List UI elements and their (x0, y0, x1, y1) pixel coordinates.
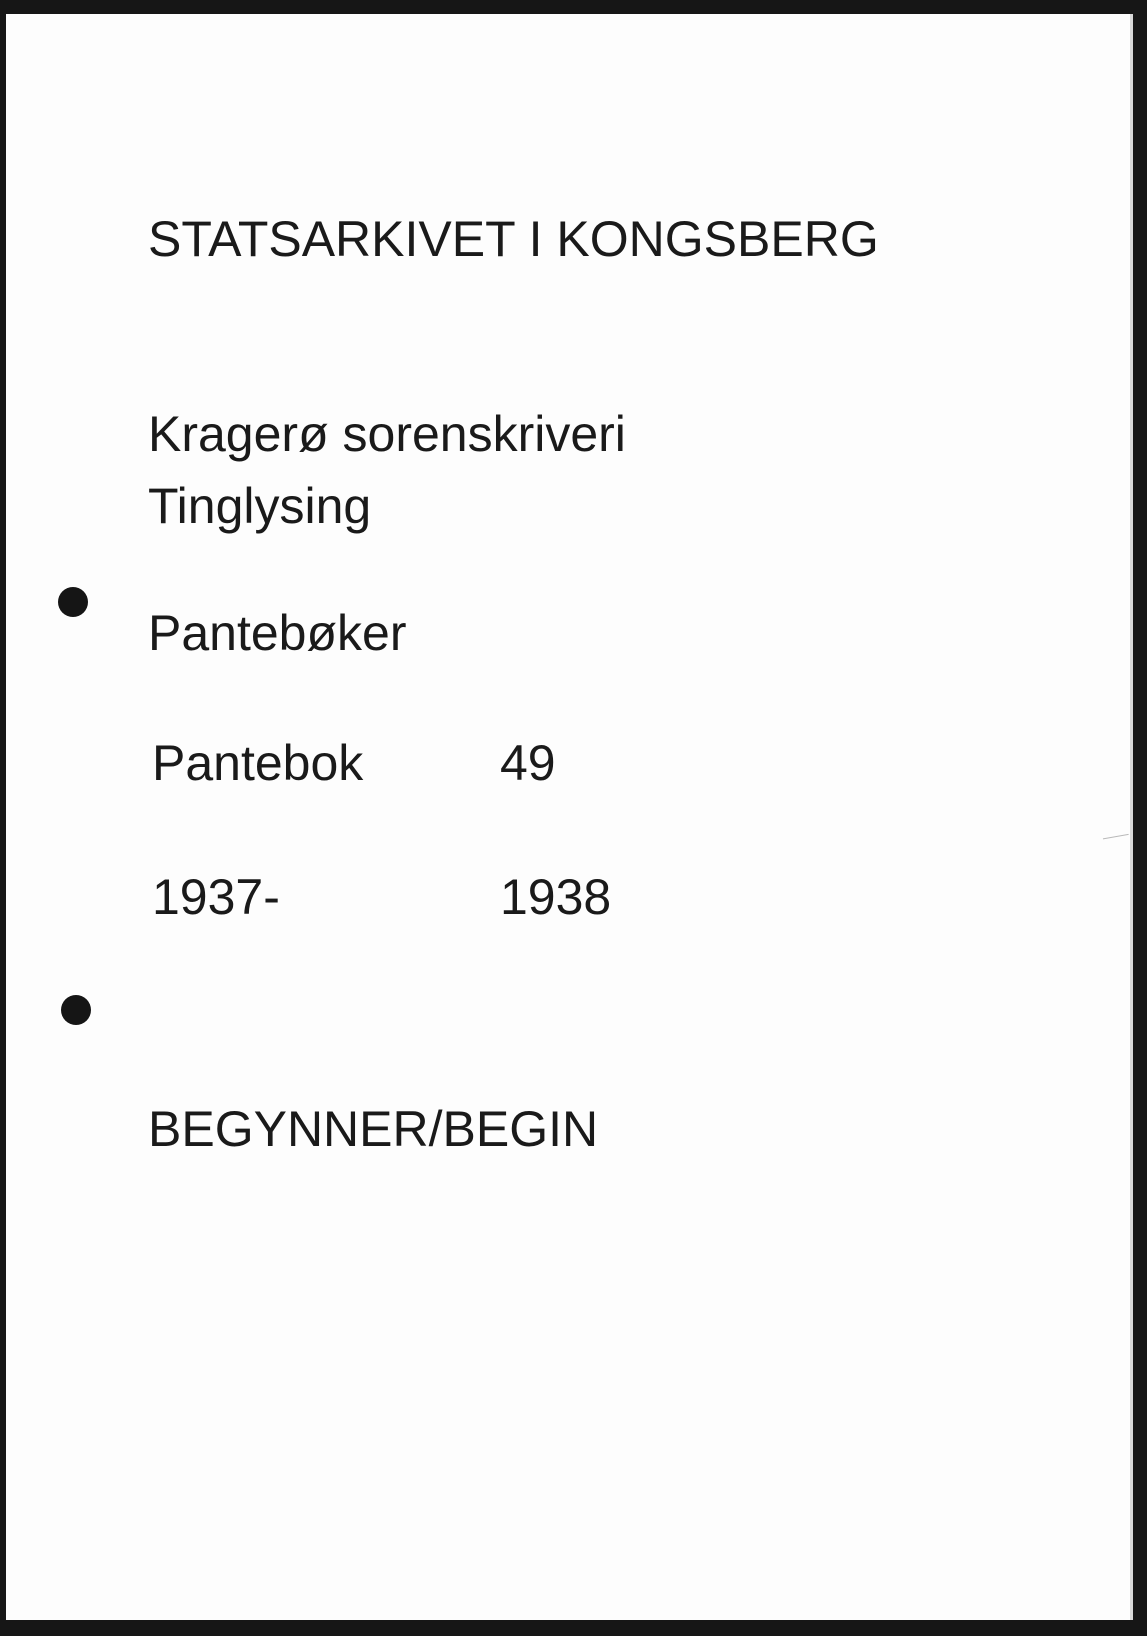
period-end: 1938 (500, 869, 612, 925)
document-sheet (6, 14, 1133, 1620)
punch-hole-upper (58, 587, 88, 617)
begin-marker: BEGYNNER/BEGIN (148, 1101, 599, 1157)
paper-edge-mark (1103, 834, 1131, 853)
punch-hole-lower (61, 995, 91, 1025)
volume-number: 49 (500, 735, 556, 791)
period-start: 1937- (152, 869, 280, 925)
record-category: Pantebøker (148, 605, 407, 661)
record-series: Tinglysing (148, 478, 372, 534)
volume-label: Pantebok (152, 735, 364, 791)
court-office-name: Kragerø sorenskriveri (148, 406, 626, 462)
archive-heading: STATSARKIVET I KONGSBERG (148, 211, 879, 267)
